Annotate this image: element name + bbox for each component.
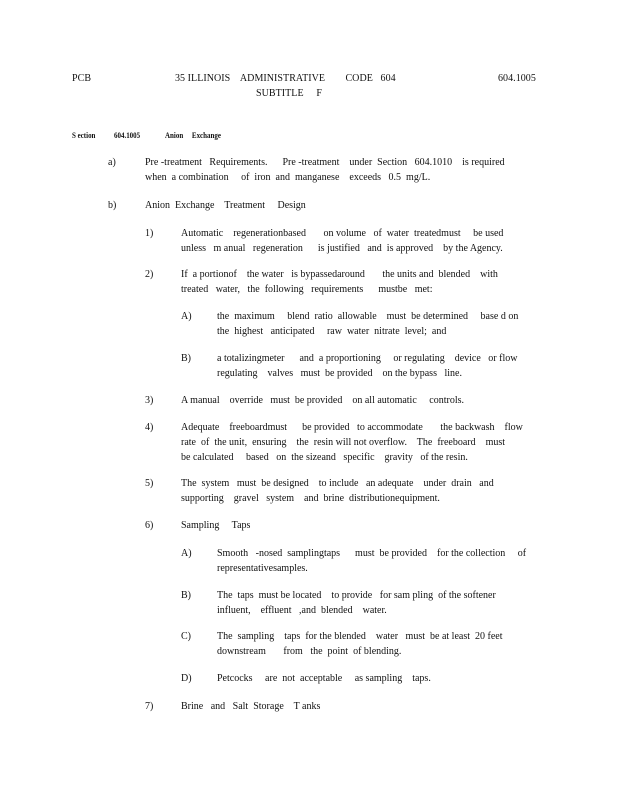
item-label-a: a) xyxy=(108,157,116,168)
item-b6d-line1: Petcocks are not acceptable as sampling taps. xyxy=(217,673,431,684)
item-label-b6c: C) xyxy=(181,631,191,642)
item-b6-text: Sampling Taps xyxy=(181,520,251,531)
item-b2-line2: treated water, the following requirements mustbe met: xyxy=(181,284,433,295)
item-a-line2: when a combination of iron and manganese exceeds 0.5 mg/L. xyxy=(145,172,431,183)
item-label-b5: 5) xyxy=(145,478,154,489)
item-b5-line1: The system must be designed to include an adequate under drain and xyxy=(181,478,494,489)
section-label: S ection xyxy=(72,130,96,140)
item-b1-line1: Automatic regenerationbased on volume of water treatedmust be used xyxy=(181,228,504,239)
item-label-b6: 6) xyxy=(145,520,154,531)
header-right: 604.1005 xyxy=(498,73,536,84)
item-b6b-line1: The taps must be located to provide for sam pling of the softener xyxy=(217,590,496,601)
item-a-line1: Pre -treatment Requirements. Pre -treatment under Section 604.1010 is required xyxy=(145,157,505,168)
section-title: Anion Exchange xyxy=(165,130,221,140)
item-b4-line3: be calculated based on the sizeand specific gravity of the resin. xyxy=(181,452,468,463)
header-subtitle: SUBTITLE F xyxy=(256,88,322,99)
item-label-b2: 2) xyxy=(145,269,154,280)
item-label-b2a: A) xyxy=(181,311,192,322)
item-label-b7: 7) xyxy=(145,701,154,712)
item-b2b-line2: regulating valves must be provided on the bypass line. xyxy=(217,368,462,379)
item-b2a-line1: the maximum blend ratio allowable must be determined base d on xyxy=(217,311,519,322)
item-b6a-line2: representativesamples. xyxy=(217,563,308,574)
item-b2b-line1: a totalizingmeter and a proportioning or regulating device or flow xyxy=(217,353,518,364)
item-b7-text: Brine and Salt Storage T anks xyxy=(181,701,321,712)
item-label-b4: 4) xyxy=(145,422,154,433)
item-b5-line2: supporting gravel system and brine distributionequipment. xyxy=(181,493,440,504)
section-number: 604.1005 xyxy=(114,130,141,140)
item-b6a-line1: Smooth -nosed samplingtaps must be provided for the collection of xyxy=(217,548,527,559)
item-b6b-line2: influent, effluent ,and blended water. xyxy=(217,605,387,616)
item-b6c-line1: The sampling taps for the blended water must be at least 20 feet xyxy=(217,631,503,642)
item-b-text: Anion Exchange Treatment Design xyxy=(145,200,306,211)
item-b4-line1: Adequate freeboardmust be provided to accommodate the backwash flow xyxy=(181,422,523,433)
header-title: 35 ILLINOIS ADMINISTRATIVE CODE 604 xyxy=(175,73,396,84)
item-label-b3: 3) xyxy=(145,395,154,406)
item-label-b6b: B) xyxy=(181,590,191,601)
item-b4-line2: rate of the unit, ensuring the resin will not overflow. The freeboard must xyxy=(181,437,506,448)
item-b2-line1: If a portionof the water is bypassedaround the units and blended with xyxy=(181,269,498,280)
item-label-b6a: A) xyxy=(181,548,192,559)
header-left: PCB xyxy=(72,73,92,84)
item-b3-line1: A manual override must be provided on all automatic controls. xyxy=(181,395,464,406)
item-label-b: b) xyxy=(108,200,117,211)
item-label-b6d: D) xyxy=(181,673,192,684)
item-label-b2b: B) xyxy=(181,353,191,364)
item-label-b1: 1) xyxy=(145,228,154,239)
item-b6c-line2: downstream from the point of blending. xyxy=(217,646,402,657)
item-b1-line2: unless m anual regeneration is justified and is approved by the Agency. xyxy=(181,243,503,254)
item-b2a-line2: the highest anticipated raw water nitrate level; and xyxy=(217,326,447,337)
